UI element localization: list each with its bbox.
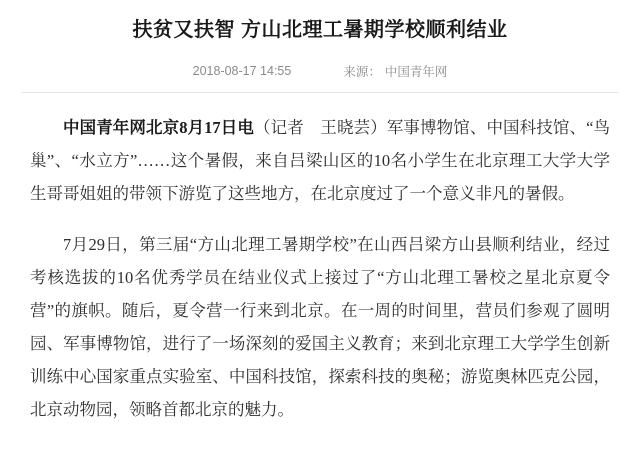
article-meta (0, 56, 640, 92)
source-info (343, 62, 447, 80)
page-title: 扶贫又扶智 方山北理工暑期学校顺利结业 (132, 19, 508, 41)
source-label: 来源： (343, 65, 381, 79)
paragraph-2-text: 7月29日，第三届“方山北理工暑期学校”在山西吕梁方山县顺利结业，经过考核选拔的10名优秀学员在结业仪式上接过了“方山北理工暑校之星北京夏令营”的旗帜。随后，夏令营一行来到北京。在一周的时间里，营员们参观了圆明园、军事博物馆，进行了一场深刻的爱国主义教育；来到北京理工大学学生创新训练中心国家重点实验室、中国科技馆，探索科技的奥秘；游览奥林匹克公园，北京动物园，领略首都北京的魅力。 (30, 235, 610, 419)
publish-date: 2018-08-17 14:55 (192, 64, 292, 78)
source-name[interactable]: 中国青年网 (384, 65, 448, 79)
paragraph-2 (30, 228, 610, 426)
paragraph-spacer (30, 214, 610, 228)
paragraph-1-lead: 中国青年网北京8月17日电 (63, 118, 254, 137)
paragraph-1 (30, 111, 610, 210)
article-body (0, 93, 640, 426)
paragraph-1-text: （记者 王晓芸）军事博物馆、中国科技馆、“鸟巢”、“水立方”……这个暑假，来自吕梁山区的10名小学生在北京理工大学大学生哥哥姐姐的带领下游览了这些地方，在北京度过了一个意义非凡的暑假。 (30, 118, 611, 203)
